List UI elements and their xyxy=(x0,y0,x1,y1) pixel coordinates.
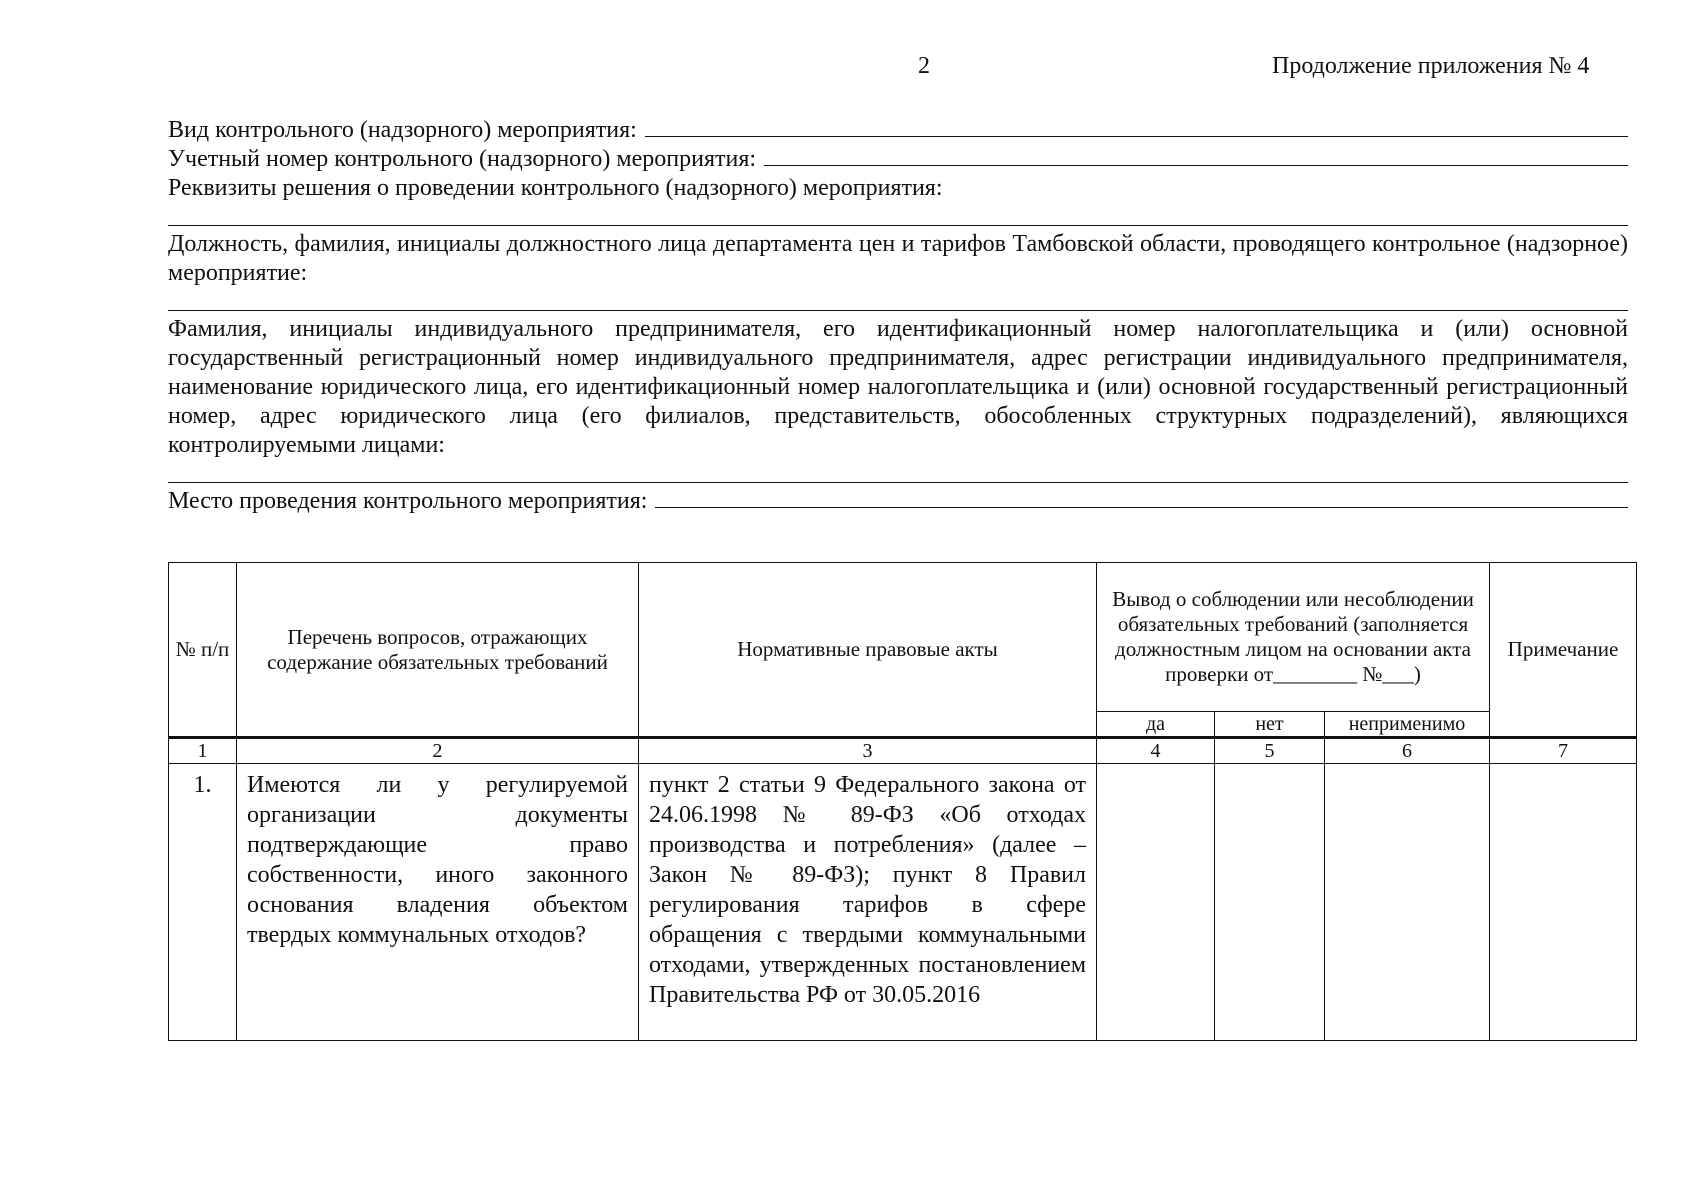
event-type-label: Вид контрольного (надзорного) мероприятия: xyxy=(168,117,637,143)
registration-number-field xyxy=(168,145,1628,174)
checklist-table xyxy=(168,562,1637,1041)
row-note-cell[interactable] xyxy=(1490,764,1637,1041)
column-number: 4 xyxy=(1097,738,1215,764)
row-act: пункт 2 статьи 9 Федерального закона от 24.06.1998 № 89-ФЗ «Об отходах производства и потребления» (далее – Закон № 89-ФЗ); пункт 8 Правил регулирования тарифов в сфере обращения с твердыми коммунальными отходами, утвержденных постановлением Правительства РФ от 30.05.2016 xyxy=(639,764,1097,1041)
row-no-cell[interactable] xyxy=(1215,764,1325,1041)
form-fields xyxy=(168,116,1628,516)
header-yes: да xyxy=(1097,712,1215,738)
header-questions: Перечень вопросов, отражающих содержание обязательных требований xyxy=(237,563,639,738)
location-field xyxy=(168,487,1628,516)
registration-number-blank xyxy=(764,145,1628,166)
decision-details-blank xyxy=(168,203,1628,226)
column-number: 1 xyxy=(169,738,237,764)
column-number: 3 xyxy=(639,738,1097,764)
location-label: Место проведения контрольного мероприятия: xyxy=(168,488,648,514)
decision-details-label: Реквизиты решения о проведении контрольного (надзорного) мероприятия: xyxy=(168,175,943,201)
controlled-persons-label: Фамилия, инициалы индивидуального предпринимателя, его идентификационный номер налогоплательщика и (или) основной государственный регистрационный номер индивидуального предпринимателя, адрес регистрации индивидуального предпринимателя, наименование юридического лица, его идентификационный номер налогоплательщика и (или) основной государственный регистрационный номер, адрес юридического лица (его филиалов, представительств, обособленных структурных подразделений), являющихся контролируемыми лицами: xyxy=(168,316,1628,458)
column-number: 5 xyxy=(1215,738,1325,764)
header-not-applicable: неприменимо xyxy=(1325,712,1490,738)
controlled-persons-blank xyxy=(168,460,1628,483)
table-row xyxy=(169,764,1637,1041)
registration-number-label: Учетный номер контрольного (надзорного) мероприятия: xyxy=(168,146,757,172)
column-number: 6 xyxy=(1325,738,1490,764)
column-number: 7 xyxy=(1490,738,1637,764)
row-not-applicable-cell[interactable] xyxy=(1325,764,1490,1041)
column-number: 2 xyxy=(237,738,639,764)
row-yes-cell[interactable] xyxy=(1097,764,1215,1041)
header-note: Примечание xyxy=(1490,563,1637,738)
location-blank xyxy=(655,487,1628,508)
header-acts: Нормативные правовые акты xyxy=(639,563,1097,738)
official-blank xyxy=(168,288,1628,311)
row-index: 1. xyxy=(169,764,237,1041)
official-label: Должность, фамилия, инициалы должностного лица департамента цен и тарифов Тамбовской области, проводящего контрольное (надзорное) мероприятие: xyxy=(168,231,1628,286)
appendix-note: Продолжение приложения № 4 xyxy=(1272,53,1590,79)
row-question: Имеются ли у регулируемой организации документы подтверждающие право собственности, иного законного основания владения объектом твердых коммунальных отходов? xyxy=(237,764,639,1041)
event-type-blank xyxy=(645,116,1628,137)
table-header-row xyxy=(169,563,1637,712)
page-number: 2 xyxy=(918,53,930,79)
column-number-row xyxy=(169,738,1637,764)
header-conclusion: Вывод о соблюдении или несоблюдении обязательных требований (заполняется должностным лицом на основании акта проверки от________ №___) xyxy=(1097,563,1490,712)
event-type-field xyxy=(168,116,1628,145)
header-no: нет xyxy=(1215,712,1325,738)
header-number: № п/п xyxy=(169,563,237,738)
